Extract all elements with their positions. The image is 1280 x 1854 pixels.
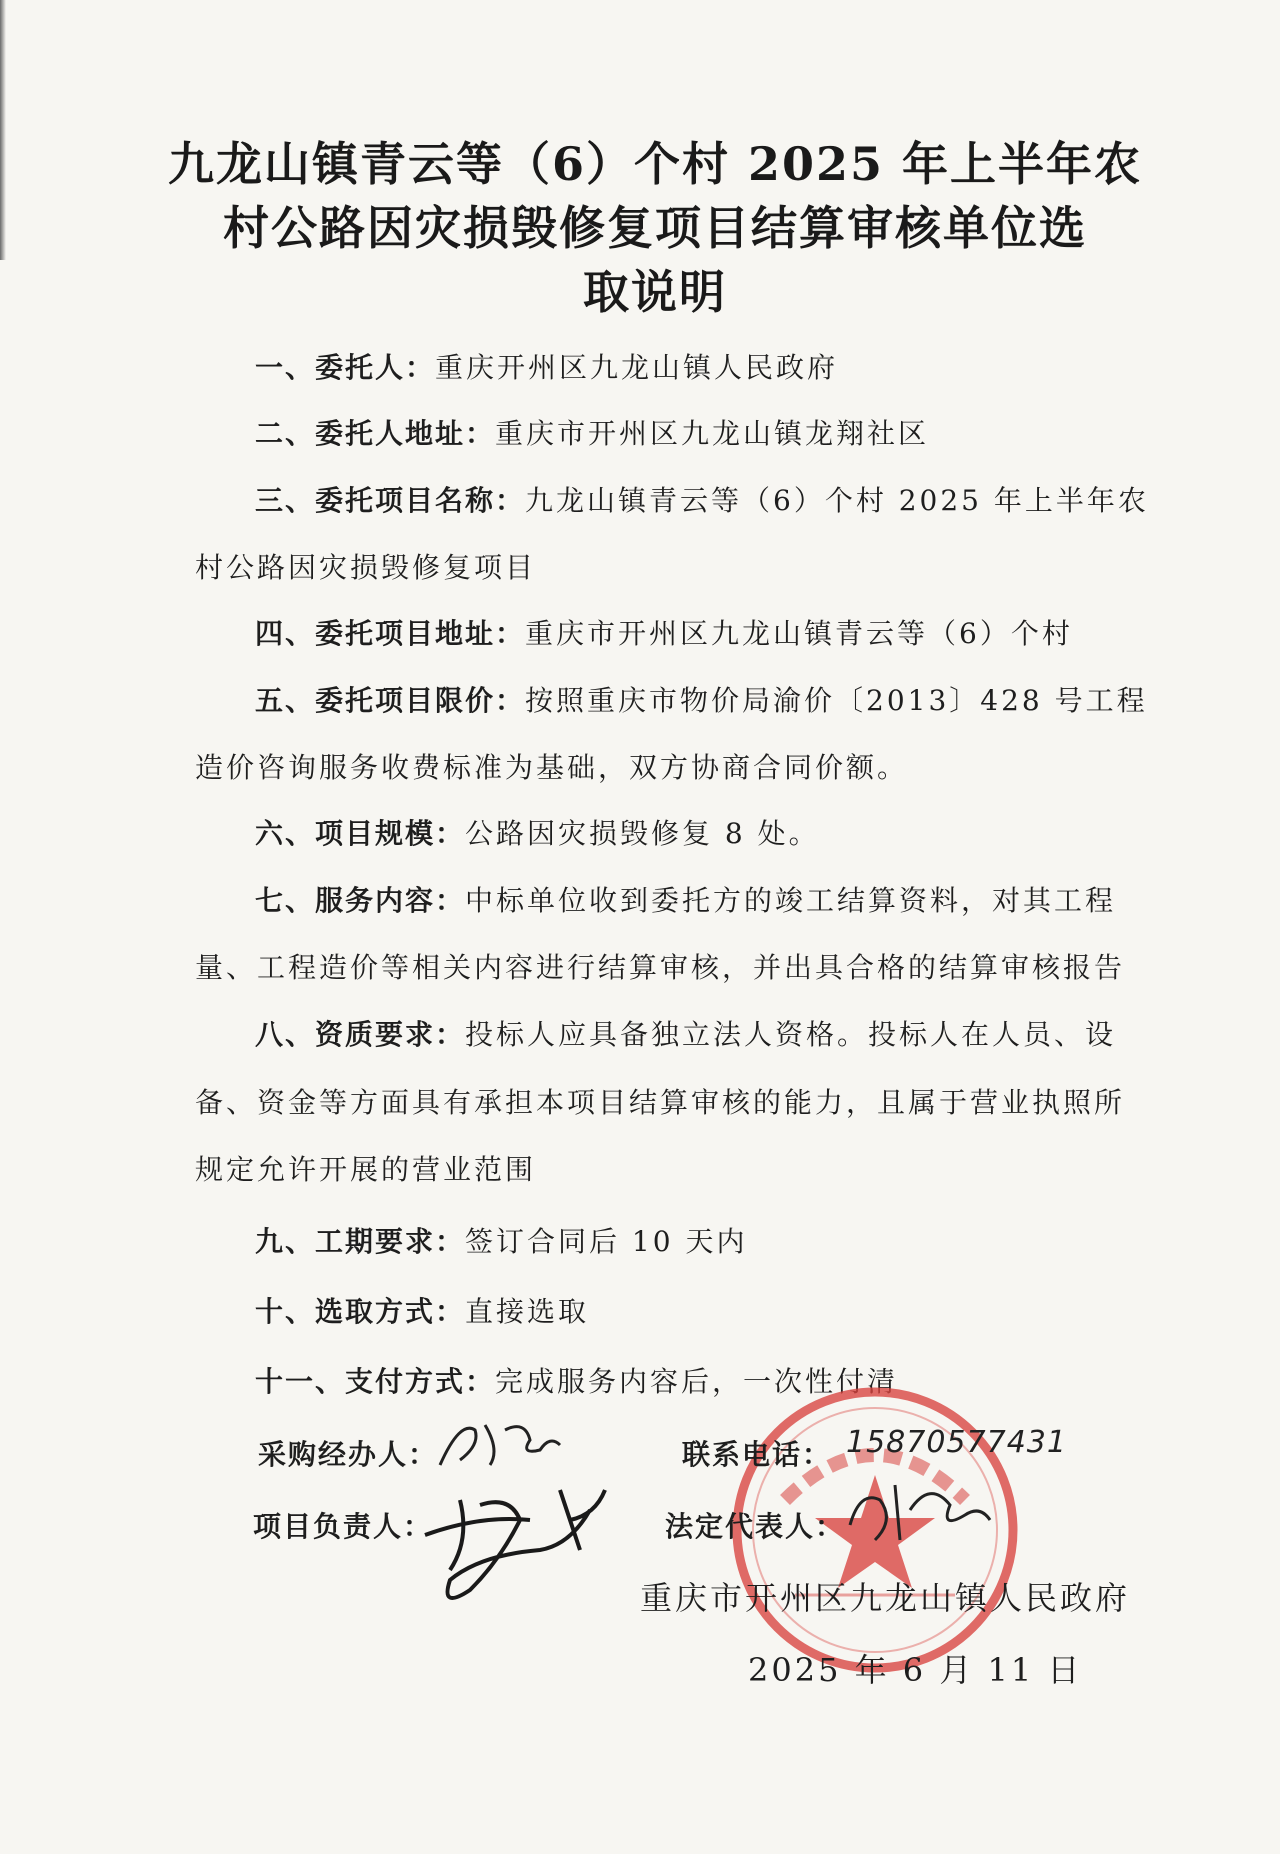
item-price-limit bbox=[255, 681, 1155, 721]
title-line-3: 取说明 bbox=[583, 265, 727, 319]
item-label: 四、委托项目地址： bbox=[255, 617, 526, 650]
item-project-name-cont: 村公路因灾损毁修复项目 bbox=[195, 551, 537, 584]
item-project-scale bbox=[255, 814, 1155, 854]
item-service-content bbox=[255, 881, 1155, 921]
item-client-address bbox=[255, 414, 1155, 454]
item-price-limit-cont: 造价咨询服务收费标准为基础，双方协商合同价额。 bbox=[195, 751, 909, 784]
item-text: 九龙山镇青云等（6）个村 2025 年上半年农 bbox=[525, 484, 1149, 517]
item-label: 十一、支付方式： bbox=[255, 1365, 496, 1398]
phone-label: 联系电话： bbox=[682, 1438, 833, 1471]
project-lead-label: 项目负责人： bbox=[253, 1510, 434, 1543]
item-label: 七、服务内容： bbox=[255, 884, 466, 917]
purchaser-label: 采购经办人： bbox=[258, 1438, 439, 1471]
item-label: 八、资质要求： bbox=[255, 1018, 466, 1051]
issuing-organization: 重庆市开州区九龙山镇人民政府 bbox=[640, 1579, 1131, 1617]
item-text: 投标人应具备独立法人资格。投标人在人员、设 bbox=[465, 1018, 1117, 1051]
item-text: 中标单位收到委托方的竣工结算资料，对其工程 bbox=[465, 884, 1117, 917]
item-project-address bbox=[255, 614, 1155, 654]
item-text: 重庆市开州区九龙山镇青云等（6）个村 bbox=[525, 617, 1073, 650]
item-qualification-cont2: 规定允许开展的营业范围 bbox=[195, 1153, 537, 1186]
item-label: 三、委托项目名称： bbox=[255, 484, 526, 517]
phone-value: 15870577431 bbox=[846, 1425, 1067, 1460]
item-qualification bbox=[255, 1015, 1155, 1055]
title-line-2: 村公路因灾损毁修复项目结算审核单位选 bbox=[223, 201, 1087, 255]
item-selection-method bbox=[255, 1292, 1155, 1332]
item-label: 一、委托人： bbox=[255, 351, 436, 384]
item-service-content-cont: 量、工程造价等相关内容进行结算审核，并出具合格的结算审核报告 bbox=[195, 951, 1126, 984]
item-label: 十、选取方式： bbox=[255, 1295, 466, 1328]
item-duration bbox=[255, 1222, 1155, 1262]
item-text: 按照重庆市物价局渝价〔2013〕428 号工程 bbox=[525, 684, 1148, 717]
item-label: 二、委托人地址： bbox=[255, 417, 496, 450]
item-client bbox=[255, 348, 1155, 388]
item-label: 六、项目规模： bbox=[255, 817, 466, 850]
item-qualification-cont: 备、资金等方面具有承担本项目结算审核的能力，且属于营业执照所 bbox=[195, 1086, 1126, 1119]
title-line-1: 九龙山镇青云等（6）个村 2025 年上半年农 bbox=[167, 137, 1143, 191]
item-text: 签订合同后 10 天内 bbox=[465, 1225, 748, 1258]
item-text: 公路因灾损毁修复 8 处。 bbox=[465, 817, 820, 850]
item-text: 重庆开州区九龙山镇人民政府 bbox=[435, 351, 839, 384]
item-text: 直接选取 bbox=[465, 1295, 590, 1328]
issue-date: 2025 年 6 月 11 日 bbox=[748, 1651, 1083, 1689]
item-label: 五、委托项目限价： bbox=[255, 684, 526, 717]
legal-rep-label: 法定代表人： bbox=[665, 1510, 846, 1543]
item-text: 重庆市开州区九龙山镇龙翔社区 bbox=[495, 417, 930, 450]
project-lead-signature-icon bbox=[420, 1460, 610, 1620]
item-label: 九、工期要求： bbox=[255, 1225, 466, 1258]
legal-rep-signature-icon bbox=[840, 1470, 1000, 1550]
item-text: 完成服务内容后，一次性付清 bbox=[495, 1365, 899, 1398]
item-project-name bbox=[255, 481, 1155, 521]
